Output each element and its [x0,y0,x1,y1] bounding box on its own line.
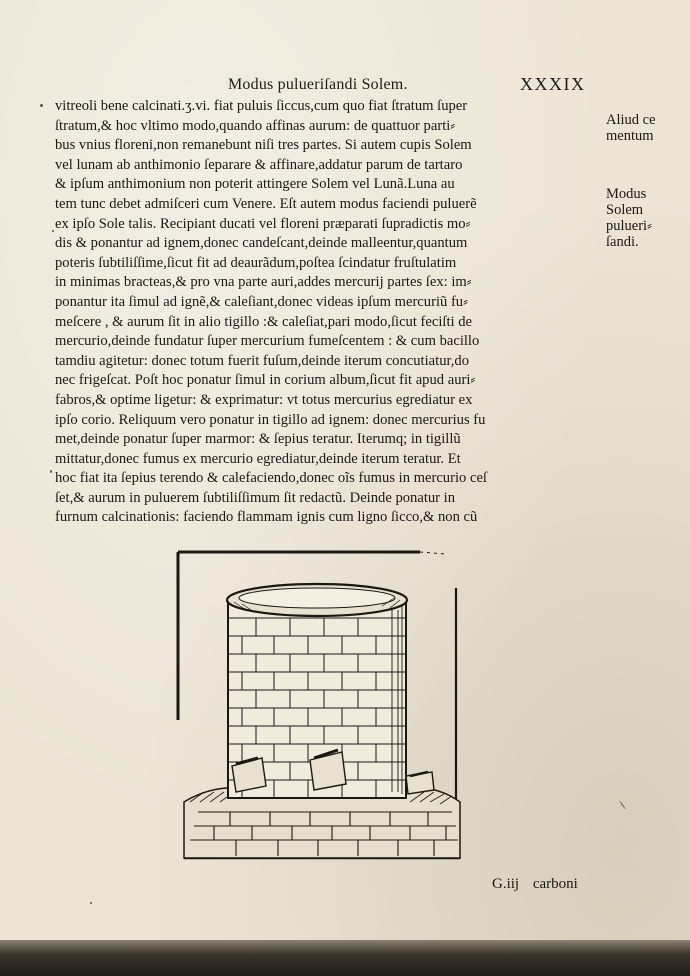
text-line: hoc fiat ita ſepius terendo & calefaciendo,donec oĩs fumus in mercurio ceſ [55,470,487,487]
ink-speck [52,230,54,232]
ink-speck [40,104,43,107]
margin-note-line: Solem [606,202,644,218]
text-line: ſtratum,& hoc vltimo modo,quando affinas aurum: de quattuor parti⸗ [55,117,456,134]
furnace-opening [239,588,395,608]
margin-note-line: ſandi. [606,234,639,250]
text-line: ipſo corio. Reliquum vero ponatur in tigillo ad ignem: donec mercurius fu [55,411,486,428]
catchword: carboni [532,876,578,892]
running-title: Modus pulueriſandi Solem. [228,76,408,93]
text-line: dis & ponantur ad ignem,donec candeſcant,deinde malleentur,quantum [55,235,468,252]
text-line: vitreoli bene calcinati.ʒ.vi. fiat puluis ſiccus,cum quo fiat ſtratum ſuper [55,98,468,114]
ink-speck [90,902,92,904]
signature-and-catchword [492,876,578,893]
signature-mark: G.iij [492,876,520,892]
text-line: poteris ſubtiliſſime,ſicut fit ad deaurãdum,poſtea ſcindatur fruſtulatim [55,254,457,271]
text-line: meſcere , & aurum ſit in alio tigillo :& caleſiat,pari modo,ſicut feciſti de [55,313,473,330]
text-line: ponantur ita ſimul ad ignẽ,& caleſiant,donec videas ipſum mercuriũ fu⸗ [55,293,468,310]
text-line: fabros,& optime ligetur: & exprimatur: vt totus mercurius egrediatur ex [55,391,473,408]
ink-speck [50,470,52,473]
text-line: mercurio,deinde fundatur ſuper mercurium fumeſcentem : & cum bacillo [55,333,480,350]
text-line: tem tunc debet admiſceri cum Venere. Eſt autem modus faciendi puluerẽ [55,195,477,212]
frame-top-dash [420,552,445,554]
ink-speck [619,801,626,810]
text-line: mittatur,donec fumus ex mercurio egrediatur,deinde iterum teratur. Et [55,450,461,467]
text-line: & ipſum anthimonium non poterit attingere Solem vel Lunã.Luna au [55,176,455,193]
margin-note-line: Modus [606,186,647,202]
text-line: vel lunam ab anthimonio ſeparare & affinare,addatur parum de tartaro [55,156,463,173]
folio-number: XXXIX [520,74,586,94]
text-line: met,deinde ponatur ſuper marmor: & ſepius teratur. Iterumq; in tigillũ [55,431,461,448]
margin-note-modus-solem [606,186,652,250]
body-text [55,97,600,528]
text-line: ſet,& aurum in puluerem ſubtiliſſimum ſit redactũ. Deinde ponatur in [55,489,456,506]
text-line: in minimas bracteas,& pro vna parte auri,addes mercurij partes ſex: im⸗ [55,274,472,291]
text-line: bus vnius floreni,non remanebunt niſi tres partes. Si autem cupis Solem [55,137,472,154]
text-line: ex ipſo Sole talis. Recipiant ducati vel floreni præparati ſupradictis mo⸗ [55,215,471,232]
text-line: tamdiu agitetur: donec totum fuerit fuſum,deinde iterum concutiatur,do [55,352,470,369]
text-line: furnum calcinationis: faciendo flammam ignis cum ligno ſicco,& non cũ [55,509,478,526]
furnace-woodcut-illustration [170,540,470,880]
margin-note-line: pulueri⸗ [606,218,652,234]
page-bottom-edge [0,940,690,976]
margin-note-line: Aliud ce [606,112,656,128]
text-line: nec frigeſcat. Poſt hoc ponatur ſimul in corium album,ſicut fit apud auri⸗ [55,372,476,389]
margin-note-line: mentum [606,128,654,144]
margin-note-aliud-cementum [606,112,656,144]
